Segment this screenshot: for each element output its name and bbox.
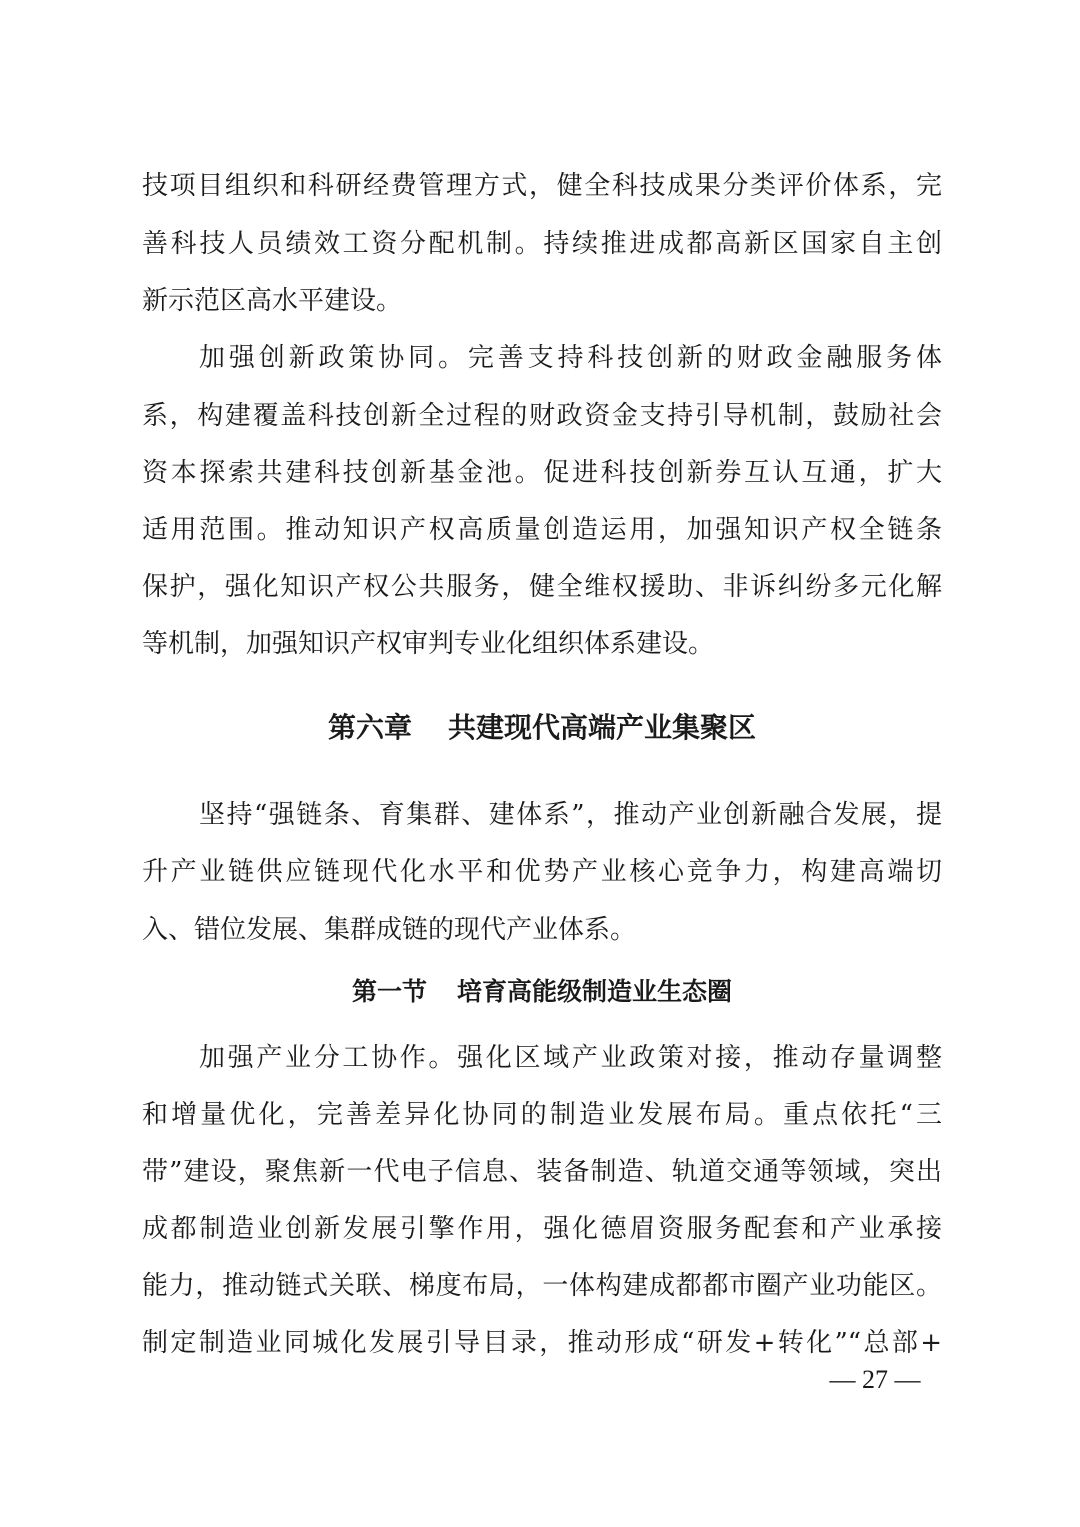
paragraph-3-line-3: 入、错位发展、集群成链的现代产业体系。 <box>142 915 637 945</box>
section-number: 第一节 <box>351 977 427 1006</box>
paragraph-2-line-3: 资本探索共建科技创新基金池。促进科技创新券互认互通，扩大 <box>142 458 942 488</box>
chapter-title: 共建现代高端产业集聚区 <box>448 711 757 744</box>
paragraph-3-line-2: 升产业链供应链现代化水平和优势产业核心竞争力，构建高端切 <box>142 857 942 887</box>
paragraph-4-line-3: 带”建设，聚焦新一代电子信息、装备制造、轨道交通等领域，突出 <box>142 1157 942 1187</box>
paragraph-4-line-4: 成都制造业创新发展引擎作用，强化德眉资服务配套和产业承接 <box>142 1214 942 1244</box>
paragraph-2-line-2: 系，构建覆盖科技创新全过程的财政资金支持引导机制，鼓励社会 <box>142 401 942 431</box>
paragraph-2-line-6: 等机制，加强知识产权审判专业化组织体系建设。 <box>142 629 715 659</box>
paragraph-2-line-4: 适用范围。推动知识产权高质量创造运用，加强知识产权全链条 <box>142 515 942 545</box>
paragraph-3-line-1: 坚持“强链条、育集群、建体系”，推动产业创新融合发展，提 <box>199 800 942 830</box>
paragraph-4-line-2: 和增量优化，完善差异化协同的制造业发展布局。重点依托“三 <box>142 1100 942 1130</box>
section-heading <box>142 972 942 1012</box>
paragraph-2-line-1: 加强创新政策协同。完善支持科技创新的财政金融服务体 <box>199 343 942 373</box>
page-number: — 27 — <box>829 1365 921 1394</box>
chapter-number: 第六章 <box>327 711 412 744</box>
section-title: 培育高能级制造业生态圈 <box>457 977 733 1006</box>
paragraph-1-line-1: 技项目组织和科研经费管理方式，健全科技成果分类评价体系，完 <box>142 171 942 201</box>
paragraph-2-line-5: 保护，强化知识产权公共服务，健全维权援助、非诉纠纷多元化解 <box>142 572 942 602</box>
chapter-heading <box>142 706 942 750</box>
paragraph-1-line-2: 善科技人员绩效工资分配机制。持续推进成都高新区国家自主创 <box>142 229 942 259</box>
paragraph-1-line-3: 新示范区高水平建设。 <box>142 286 403 316</box>
paragraph-4-line-1: 加强产业分工协作。强化区域产业政策对接，推动存量调整 <box>199 1043 942 1073</box>
paragraph-4-line-5: 能力，推动链式关联、梯度布局，一体构建成都都市圈产业功能区。 <box>142 1271 942 1301</box>
paragraph-4-line-6: 制定制造业同城化发展引导目录，推动形成“研发+转化”“总部+ <box>142 1328 942 1358</box>
